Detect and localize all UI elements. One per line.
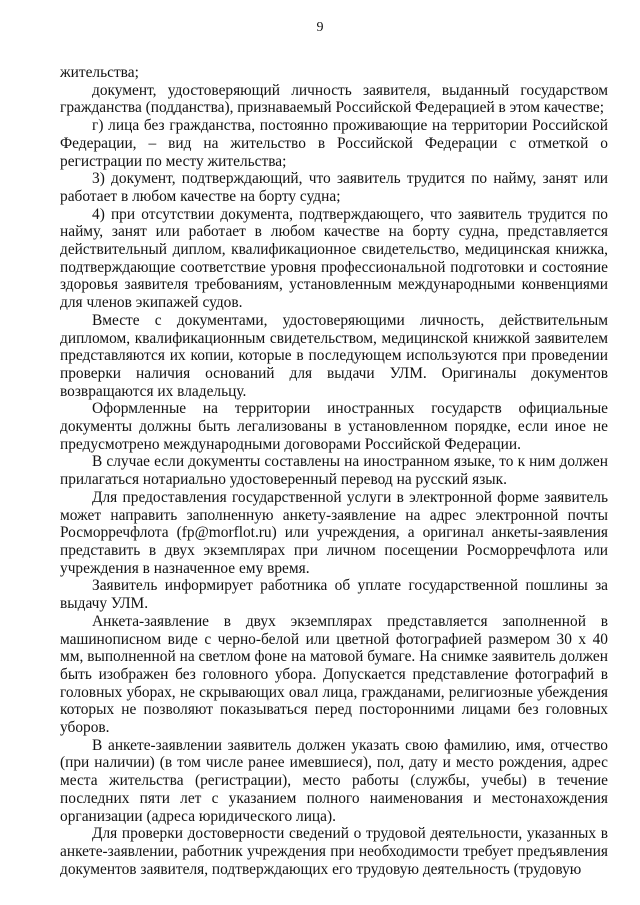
paragraph-application-details: В анкете-заявлении заявитель должен указать свою фамилию, имя, отчество (при наличии) (в том числе ранее имевшиеся), пол, дату и место рождения, адрес места жительства (регистрации), место работы (службы, учебы) в течение последних пяти лет с указанием полного наименования и местонахождения организации (адреса юридического лица). (60, 736, 608, 825)
page-number: 9 (316, 20, 324, 35)
paragraph-application-form-photo: Анкета-заявление в двух экземплярах представляется заполненной в машинописном виде с черно-белой или цветной фотографией размером 30 х 40 мм, выполненной на светлом фоне на матовой бумаге. На снимке заявитель должен быть изображен без головного убора. Допускается представление фотографий в головных уборах, не скрывающих овал лица, гражданами, религиозные убеждения которых не позволяют показываться перед посторонними лицами без головных уборов. (60, 612, 608, 737)
paragraph-employment-document: 3) документ, подтверждающий, что заявитель трудится по найму, занят или работает в любом качестве на борту судна; (60, 170, 608, 205)
paragraph-electronic-submission: Для предоставления государственной услуги в электронной форме заявитель может направить заполненную анкету-заявление на адрес электронной почты Росморречфлота (fp@morflot.ru) или учреждения, а оригинал анкеты-заявления представить в двух экземплярах при личном посещении Росморречфлота или учреждения в назначенное ему время. (60, 488, 608, 577)
paragraph-work-verification: Для проверки достоверности сведений о трудовой деятельности, указанных в анкете-заявлении, работник учреждения при необходимости требует предъявления документов заявителя, подтверждающих его трудовую деятельность (трудовую (60, 825, 608, 878)
paragraph-state-fee: Заявитель информирует работника об уплате государственной пошлины за выдачу УЛМ. (60, 577, 608, 613)
paragraph-translation: В случае если документы составлены на иностранном языке, то к ним должен прилагаться нотариально удостоверенный перевод на русский язык. (60, 453, 608, 489)
body-text (60, 64, 608, 878)
paragraph-stateless-persons: г) лица без гражданства, постоянно проживающие на территории Российской Федерации, – вид на жительство в Российской Федерации с отметкой о регистрации по месту жительства; (60, 117, 608, 170)
paragraph-residence-continuation: жительства; (60, 64, 139, 81)
paragraph-identity-document: документ, удостоверяющий личность заявителя, выданный государством гражданства (подданства), признаваемый Российской Федерацией в этом качестве; (60, 81, 608, 117)
paragraph-document-copies: Вместе с документами, удостоверяющими личность, действительным дипломом, квалификационным свидетельством, медицинской книжкой заявителем представляются их копии, которые в последующем используются при проведении проверки наличия оснований для выдачи УЛМ. Оригиналы документов возвращаются их владельцу. (60, 311, 608, 400)
paragraph-no-employment-document: 4) при отсутствии документа, подтверждающего, что заявитель трудится по найму, занят или работает в любом качестве на борту судна, представляется действительный диплом, квалификационное свидетельство, медицинская книжка, подтверждающие соответствие уровня профессиональной подготовки и состояние здоровья заявителя требованиям, установленным международными конвенциями для членов экипажей судов. (60, 205, 608, 312)
paragraph-legalization: Оформленные на территории иностранных государств официальные документы должны быть легализованы в установленном порядке, если иное не предусмотрено международными договорами Российской Федерации. (60, 400, 608, 453)
